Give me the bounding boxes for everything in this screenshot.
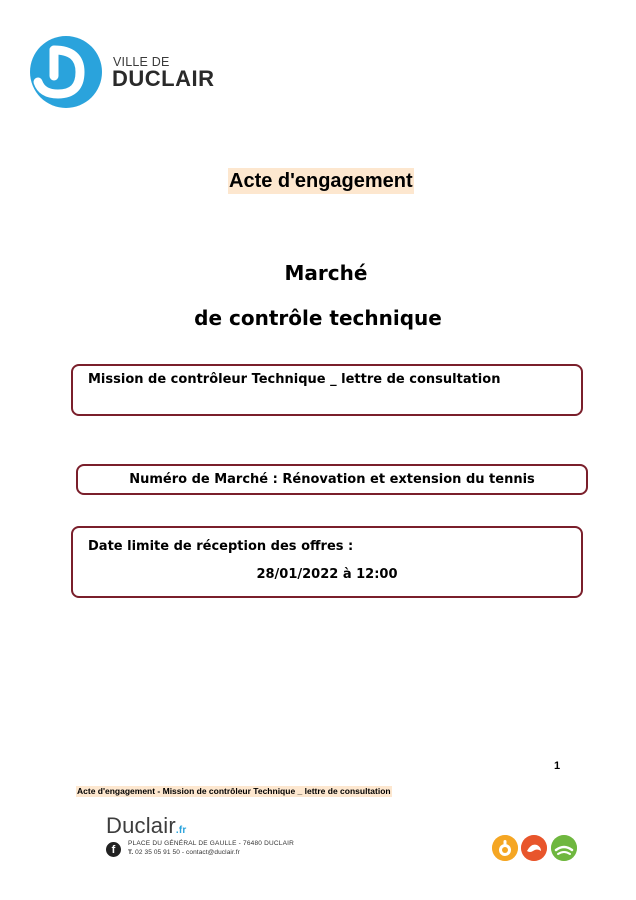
numero-text: Numéro de Marché : Rénovation et extension du tennis <box>129 472 535 487</box>
badge-green-icon <box>551 835 577 861</box>
page-title: Acte d'engagement <box>229 170 413 192</box>
footer-brand-tld: .fr <box>175 825 187 836</box>
date-label: Date limite de réception des offres : <box>88 539 354 554</box>
subtitle-line1: Marché <box>284 261 368 285</box>
page-number: 1 <box>554 760 561 772</box>
date-box <box>71 526 583 598</box>
badge-red-icon <box>521 835 547 861</box>
running-footer: Acte d'engagement - Mission de contrôleur Technique _ lettre de consultation <box>77 786 391 796</box>
footer-contact <box>128 849 240 856</box>
facebook-icon[interactable]: f <box>106 842 121 857</box>
mission-text: Mission de contrôleur Technique _ lettre de consultation <box>88 372 501 387</box>
duclair-logo-icon <box>30 36 102 108</box>
footer-brand <box>106 813 186 839</box>
footer-phone-prefix: T. <box>128 849 134 856</box>
footer-brand-name: Duclair <box>106 813 176 838</box>
footer-phone-contact: 02 35 05 91 50 - contact@duclair.fr <box>135 849 240 856</box>
badge-orange-icon <box>492 835 518 861</box>
footer-address: PLACE DU GÉNÉRAL DE GAULLE - 76480 DUCLAIR <box>128 840 295 847</box>
logo-line2: DUCLAIR <box>112 66 215 91</box>
logo-line1: VILLE DE <box>113 55 170 69</box>
date-value: 28/01/2022 à 12:00 <box>256 567 398 582</box>
subtitle-line2: de contrôle technique <box>194 306 442 330</box>
